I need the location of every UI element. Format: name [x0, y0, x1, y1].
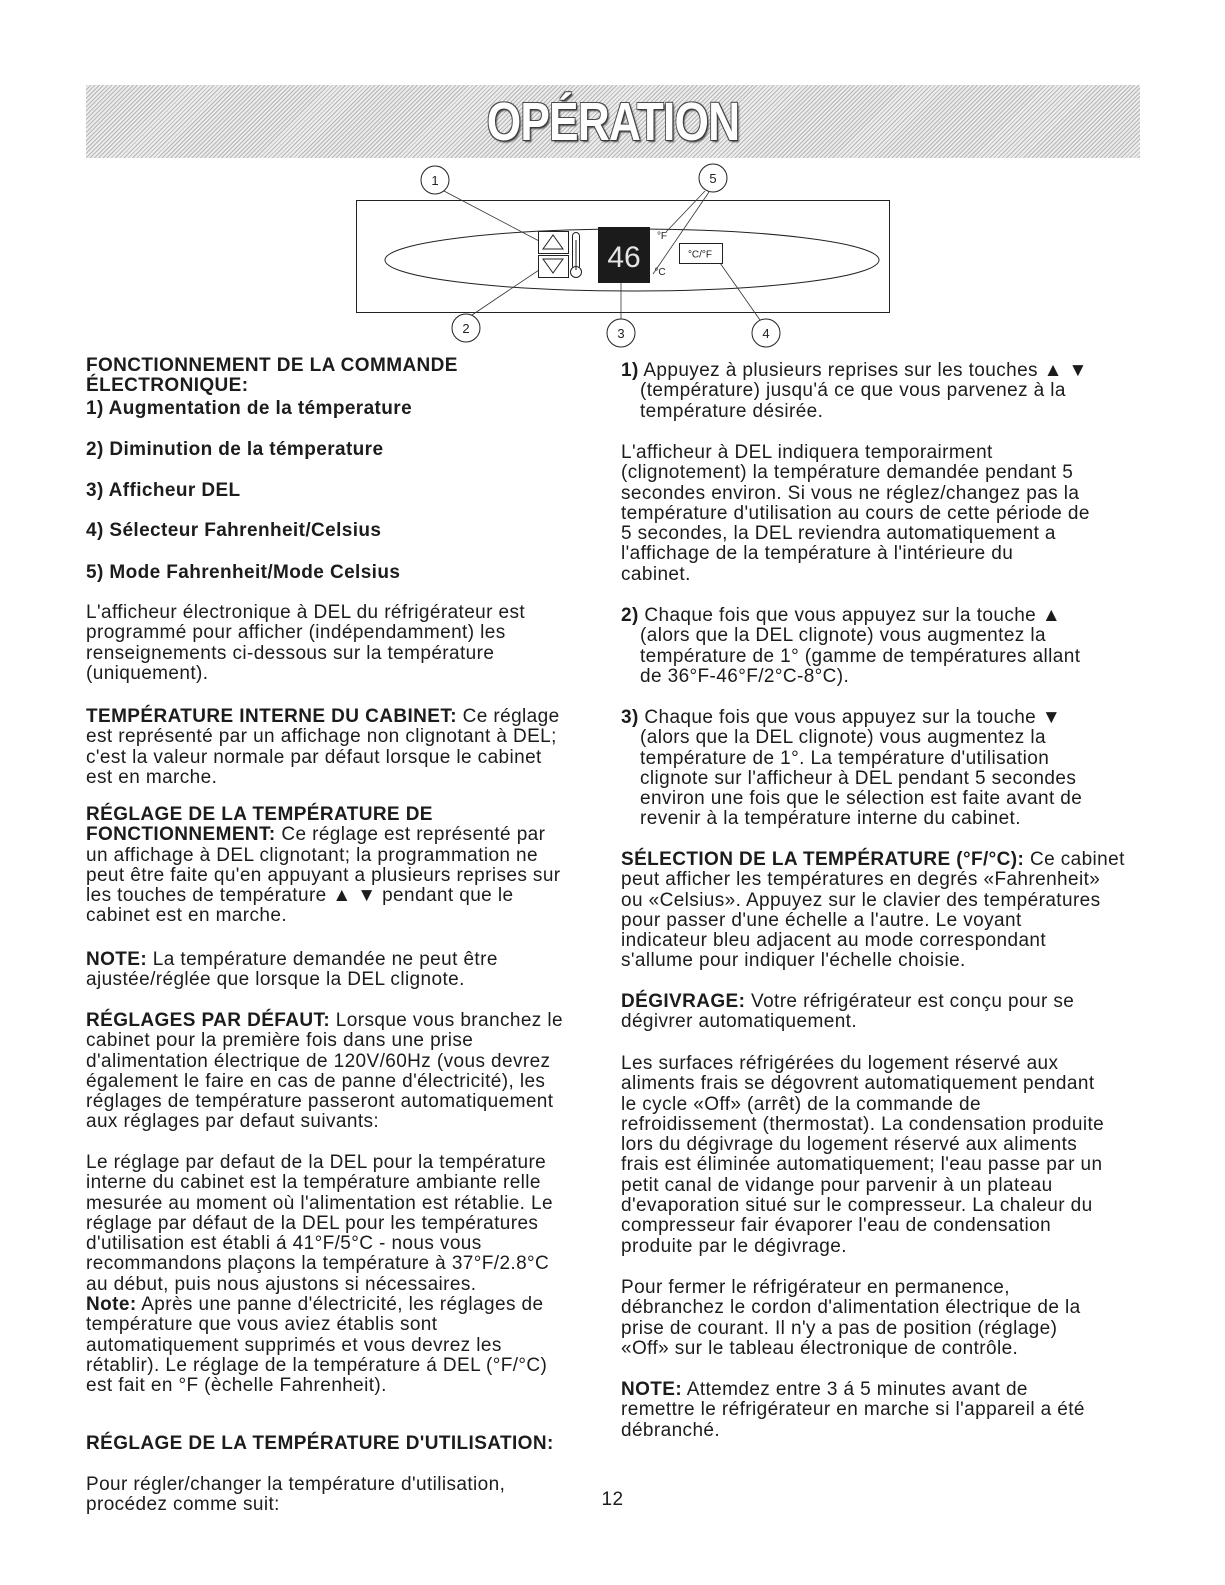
internal-temperature-label: TEMPÉRATURE INTERNE DU CABINET:	[86, 706, 457, 727]
defrost-label: DÉGIVRAGE:	[621, 991, 746, 1012]
callout-2	[452, 314, 480, 342]
internal-temperature-text: Ce réglage est représenté par un affichage non clignotant à DEL; c'est la valeur normale par défaut lorsque le cabinet est en marche.	[86, 706, 560, 788]
defrost-paragraph	[621, 992, 1146, 1033]
left-note-paragraph	[86, 950, 601, 991]
shutdown-paragraph: Pour fermer le réfrigérateur en permanence, débranchez le cordon d'alimentation électrique de la prise de courant. Il n'y a pas de position (réglage) «Off» sur le tableau électronique de contrôle.	[621, 1277, 1081, 1359]
callout-3-number: 3	[617, 326, 625, 341]
unit-toggle-label: °C/°F	[687, 249, 713, 261]
unit-selection-label: SÉLECTION DE LA TEMPÉRATURE (°F/°C):	[621, 849, 1025, 870]
default-detail-paragraph	[86, 1153, 601, 1397]
right-note-text: Attemdez entre 3 á 5 minutes avant de remettre le réfrigérateur en marche si l'appareil a été débranché.	[621, 1379, 1085, 1441]
callout-4	[752, 319, 780, 347]
temperature-down-button	[539, 256, 569, 278]
fahrenheit-indicator: °F	[656, 231, 668, 242]
step-2-number: 2)	[621, 605, 639, 626]
intro-paragraph: L'afficheur électronique à DEL du réfrigérateur est programmé pour afficher (indépendamment) les renseignements ci-dessous sur la température (uniquement).	[86, 602, 526, 684]
usage-temperature-section	[86, 1414, 601, 1536]
operating-temperature-label: RÉGLAGE DE LA TEMPÉRATURE DE FONCTIONNEMENT:	[86, 804, 433, 846]
right-note-label: NOTE:	[621, 1379, 683, 1400]
control-panel-diagram	[0, 160, 1225, 360]
callout-5	[699, 164, 727, 192]
callout-1-number: 1	[431, 173, 439, 188]
temperature-up-button	[539, 232, 569, 254]
step-1-text: Appuyez à plusieurs reprises sur les touches ▲ ▼ (température) jusqu'á ce que vous parvenez à la température désirée.	[640, 360, 1088, 422]
callout-1	[421, 166, 449, 194]
callout-4-number: 4	[762, 326, 770, 341]
legend-item-3: 3) Afficheur DEL	[86, 480, 241, 501]
default-detail-note-text: Après une panne d'électricité, les réglages de température que vous aviez établis sont automatiquement supprimés et vous devrez les rétablir). Le réglage de la température á DEL (°F/°C) est fait en °F (èchelle Fahrenheit).	[86, 1294, 548, 1397]
step-3-text: Chaque fois que vous appuyez sur la touche ▼ (alors que la DEL clignote) vous augmentez la température de 1°. La température d'utilisation clignote sur l'afficheur à DEL pendant 5 secondes environ une fois que le sélection est faite avant de revenir à la température interne du cabinet.	[640, 707, 1083, 830]
callout-2-number: 2	[462, 321, 470, 336]
unit-selection-text: Ce cabinet peut afficher les températures en degrés «Fahrenheit» ou «Celsius». Appuyez sur le clavier des températures pour passer d'une échelle a l'autre. Le voyant indicateur bleu adjacent au mode correspondant s'allume pour indiquer l'échelle choisie.	[621, 849, 1125, 972]
callout-5-number: 5	[709, 171, 717, 186]
section-banner	[86, 85, 1140, 158]
step-2	[621, 606, 1165, 687]
legend-item-4: 4) Sélecteur Fahrenheit/Celsius	[86, 520, 382, 541]
step-3	[621, 708, 1165, 830]
display-info-paragraph: L'afficheur à DEL indiquera temporairment (clignotement) la température demandée pendant 5 secondes environ. Si vous ne réglez/changez pas la température d'utilisation au cours de cette période de 5 secondes, la DEL reviendra automatiquement a l'affichage de la température à l'intérieure du cabinet.	[621, 442, 1090, 585]
step-1-number: 1)	[621, 360, 639, 381]
callout-3	[607, 319, 635, 347]
default-settings-text: Lorsque vous branchez le cabinet pour la première fois dans une prise d'alimentation électrique de 120V/60Hz (vous devrez également le faire en cas de panne d'électricité), les réglages de température passeront automatiquement aux réglages par defaut suivants:	[86, 1010, 563, 1133]
right-note-paragraph	[621, 1380, 1146, 1441]
usage-temperature-text: Pour régler/changer la température d'utilisation, procédez comme suit:	[86, 1473, 506, 1516]
step-1	[621, 361, 1165, 422]
operating-temperature-text: Ce réglage est représenté par un affichage à DEL clignotant; la programmation ne peut être faite qu'en appuyant a plusieurs reprises sur les touches de température ▲ ▼ pendant que le cabinet est en marche.	[86, 824, 561, 927]
legend-item-5: 5) Mode Fahrenheit/Mode Celsius	[86, 562, 401, 583]
internal-temperature-paragraph	[86, 707, 601, 788]
step-2-text: Chaque fois que vous appuyez sur la touche ▲ (alors que la DEL clignote) vous augmentez la température de 1° (gamme de températures allant de 36°F-46°F/2°C-8°C).	[640, 605, 1081, 687]
legend-item-1: 1) Augmentation de la témperature	[86, 398, 413, 419]
operating-temperature-paragraph	[86, 805, 601, 927]
step-3-number: 3)	[621, 707, 639, 728]
thermometer-icon	[571, 233, 582, 278]
left-note-label: NOTE:	[86, 949, 148, 970]
page-title: OPÉRATION	[486, 91, 740, 152]
controls-heading: FONCTIONNEMENT DE LA COMMANDE ÉLECTRONIQUE:	[86, 355, 458, 397]
default-settings-paragraph	[86, 1011, 601, 1133]
left-note-text: La température demandée ne peut être ajustée/réglée que lorsque la DEL clignote.	[86, 949, 498, 991]
default-detail-text: Le réglage par defaut de la DEL pour la température interne du cabinet est la température ambiante relle mesurée au moment où l'alimentation est rétablie. Le réglage par défaut de la DEL pour les températures d'utilisation est établi á 41°F/5°C - nous vous recommandons plaçons la température à 37°F/2.8°C au début, puis nous ajustons si nécessaires.	[86, 1152, 553, 1295]
unit-toggle-button	[680, 244, 723, 264]
celsius-indicator: °C	[654, 267, 666, 278]
default-detail-note-label: Note:	[86, 1294, 137, 1316]
legend-item-2: 2) Diminution de la témperature	[86, 439, 384, 460]
led-display-value: 46	[607, 241, 641, 274]
default-settings-label: RÉGLAGES PAR DÉFAUT:	[86, 1010, 331, 1031]
unit-selection-paragraph	[621, 850, 1146, 972]
page-number: 12	[601, 1489, 624, 1510]
defrost-text: Votre réfrigérateur est conçu pour se dégivrer automatiquement.	[621, 991, 1075, 1033]
led-display	[598, 227, 650, 283]
usage-temperature-label: RÉGLAGE DE LA TEMPÉRATURE D'UTILISATION:	[86, 1433, 554, 1455]
defrost-detail-paragraph: Les surfaces réfrigérées du logement réservé aux aliments frais se dégovrent automatiquement pendant le cycle «Off» (arrêt) de la commande de refroidissement (thermostat). La condensation produite lors du dégivrage du logement réservé aux aliments frais est éliminée automatiquement; l'eau passe par un petit canal de vidange pour parvenir à un plateau d'evaporation situé sur le compresseur. La chaleur du compresseur fair évaporer l'eau de condensation produite par le dégivrage.	[621, 1053, 1105, 1257]
